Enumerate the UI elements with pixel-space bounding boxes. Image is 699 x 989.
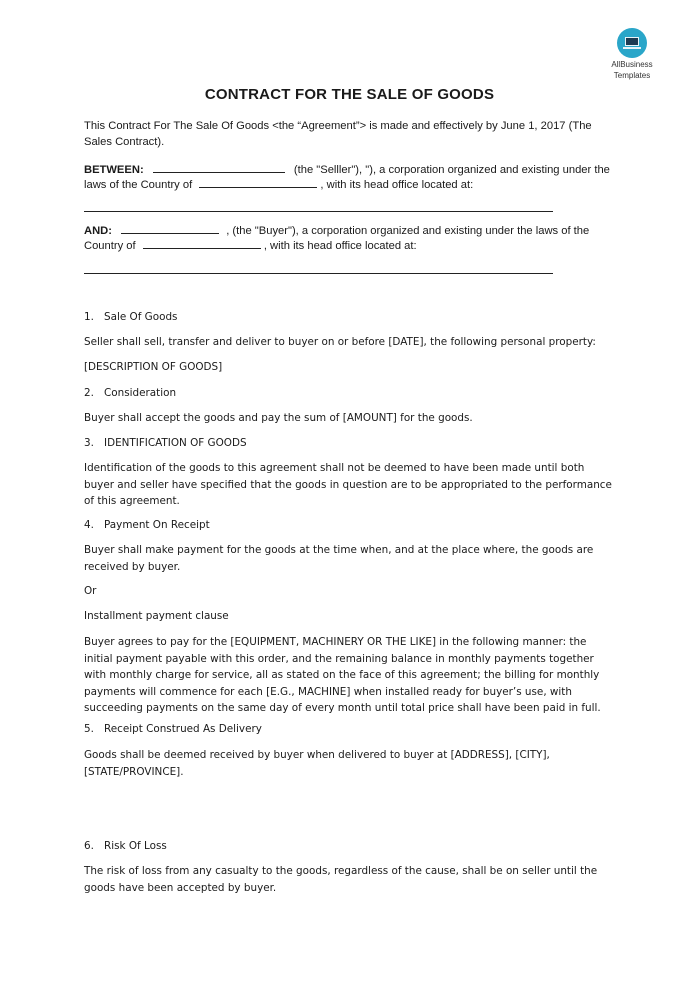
between-label: BETWEEN: [84,164,144,176]
logo-text-line2: Templates [613,71,651,80]
section-1-body: Seller shall sell, transfer and deliver to buyer on or before [DATE], the following personal property: [84,336,596,348]
between-text-3: , with its head office located at: [320,179,474,191]
section-number: 2. [84,387,94,399]
and-text-1: , (the "Buyer"), a corporation organized and existing under the laws of the [226,225,590,237]
between-line-2 [84,177,614,193]
section-number: 4. [84,519,94,531]
between-line-1 [84,162,614,178]
document-title: CONTRACT FOR THE SALE OF GOODS [204,86,495,103]
section-heading-2 [84,385,614,402]
section-heading-6 [84,838,614,855]
buyer-name-blank [121,223,219,234]
and-text-2: Country of [84,240,136,252]
laptop-icon [617,28,647,58]
section-heading-1 [84,309,614,326]
section-title: Payment On Receipt [104,519,210,531]
section-title: Risk Of Loss [104,840,167,852]
section-number: 1. [84,311,94,323]
buyer-country-blank [143,238,261,249]
section-heading-4 [84,517,614,534]
seller-name-blank [153,162,285,173]
between-text-2: laws of the Country of [84,179,193,191]
allbusiness-logo [604,28,660,80]
section-title: Sale Of Goods [104,311,178,323]
section-number: 5. [84,723,94,735]
and-label: AND: [84,225,112,237]
buyer-address-line [84,273,553,274]
section-2-body: Buyer shall accept the goods and pay the sum of [AMOUNT] for the goods. [84,412,473,424]
section-title: Consideration [104,387,177,399]
section-number: 6. [84,840,94,852]
seller-country-blank [199,177,317,188]
section-heading-5 [84,721,614,738]
section-4-body: Buyer shall make payment for the goods at the time when, and at the place where, the goods are received by buyer. [84,544,594,573]
logo-text-line1: AllBusiness [611,60,653,69]
section-6-body: The risk of loss from any casualty to the goods, regardless of the cause, shall be on seller until the goods have been accepted by buyer. [84,865,598,894]
section-1-description: [DESCRIPTION OF GOODS] [84,361,223,373]
section-title: Receipt Construed As Delivery [104,723,262,735]
seller-address-line [84,211,553,212]
section-4-or: Or [84,585,97,597]
and-line-1 [84,223,614,239]
between-text-1: (the "Selller"), "), a corporation organized and existing under the [293,164,610,176]
section-number: 3. [84,437,94,449]
installment-clause-body: Buyer agrees to pay for the [EQUIPMENT, MACHINERY OR THE LIKE] in the following manner: the initial payment payable with this order, and the remaining balance in monthly payments together with monthly charge for service, all as stated on the face of this agreement; the billing for monthly payments will commence for each [E.G., MACHINE] when installed ready for buyer’s use, with succeeding payments on the same day of every month until total price shall have been paid in full. [84,636,601,714]
and-line-2 [84,238,614,254]
installment-clause-heading: Installment payment clause [84,610,229,622]
section-5-body: Goods shall be deemed received by buyer when delivered to buyer at [ADDRESS], [CITY], [STATE/PROVINCE]. [84,749,550,778]
section-3-body: Identification of the goods to this agreement shall not be deemed to have been made until both buyer and seller have specified that the goods in question are to be appropriated to the performance of this agreement. [84,462,612,507]
and-text-3: , with its head office located at: [263,240,417,252]
section-title: IDENTIFICATION OF GOODS [104,437,247,449]
intro-paragraph: This Contract For The Sale Of Goods <the “Agreement”> is made and effectively by June 1, 2017 (The Sales Contract). [84,120,592,148]
section-heading-3 [84,435,614,452]
